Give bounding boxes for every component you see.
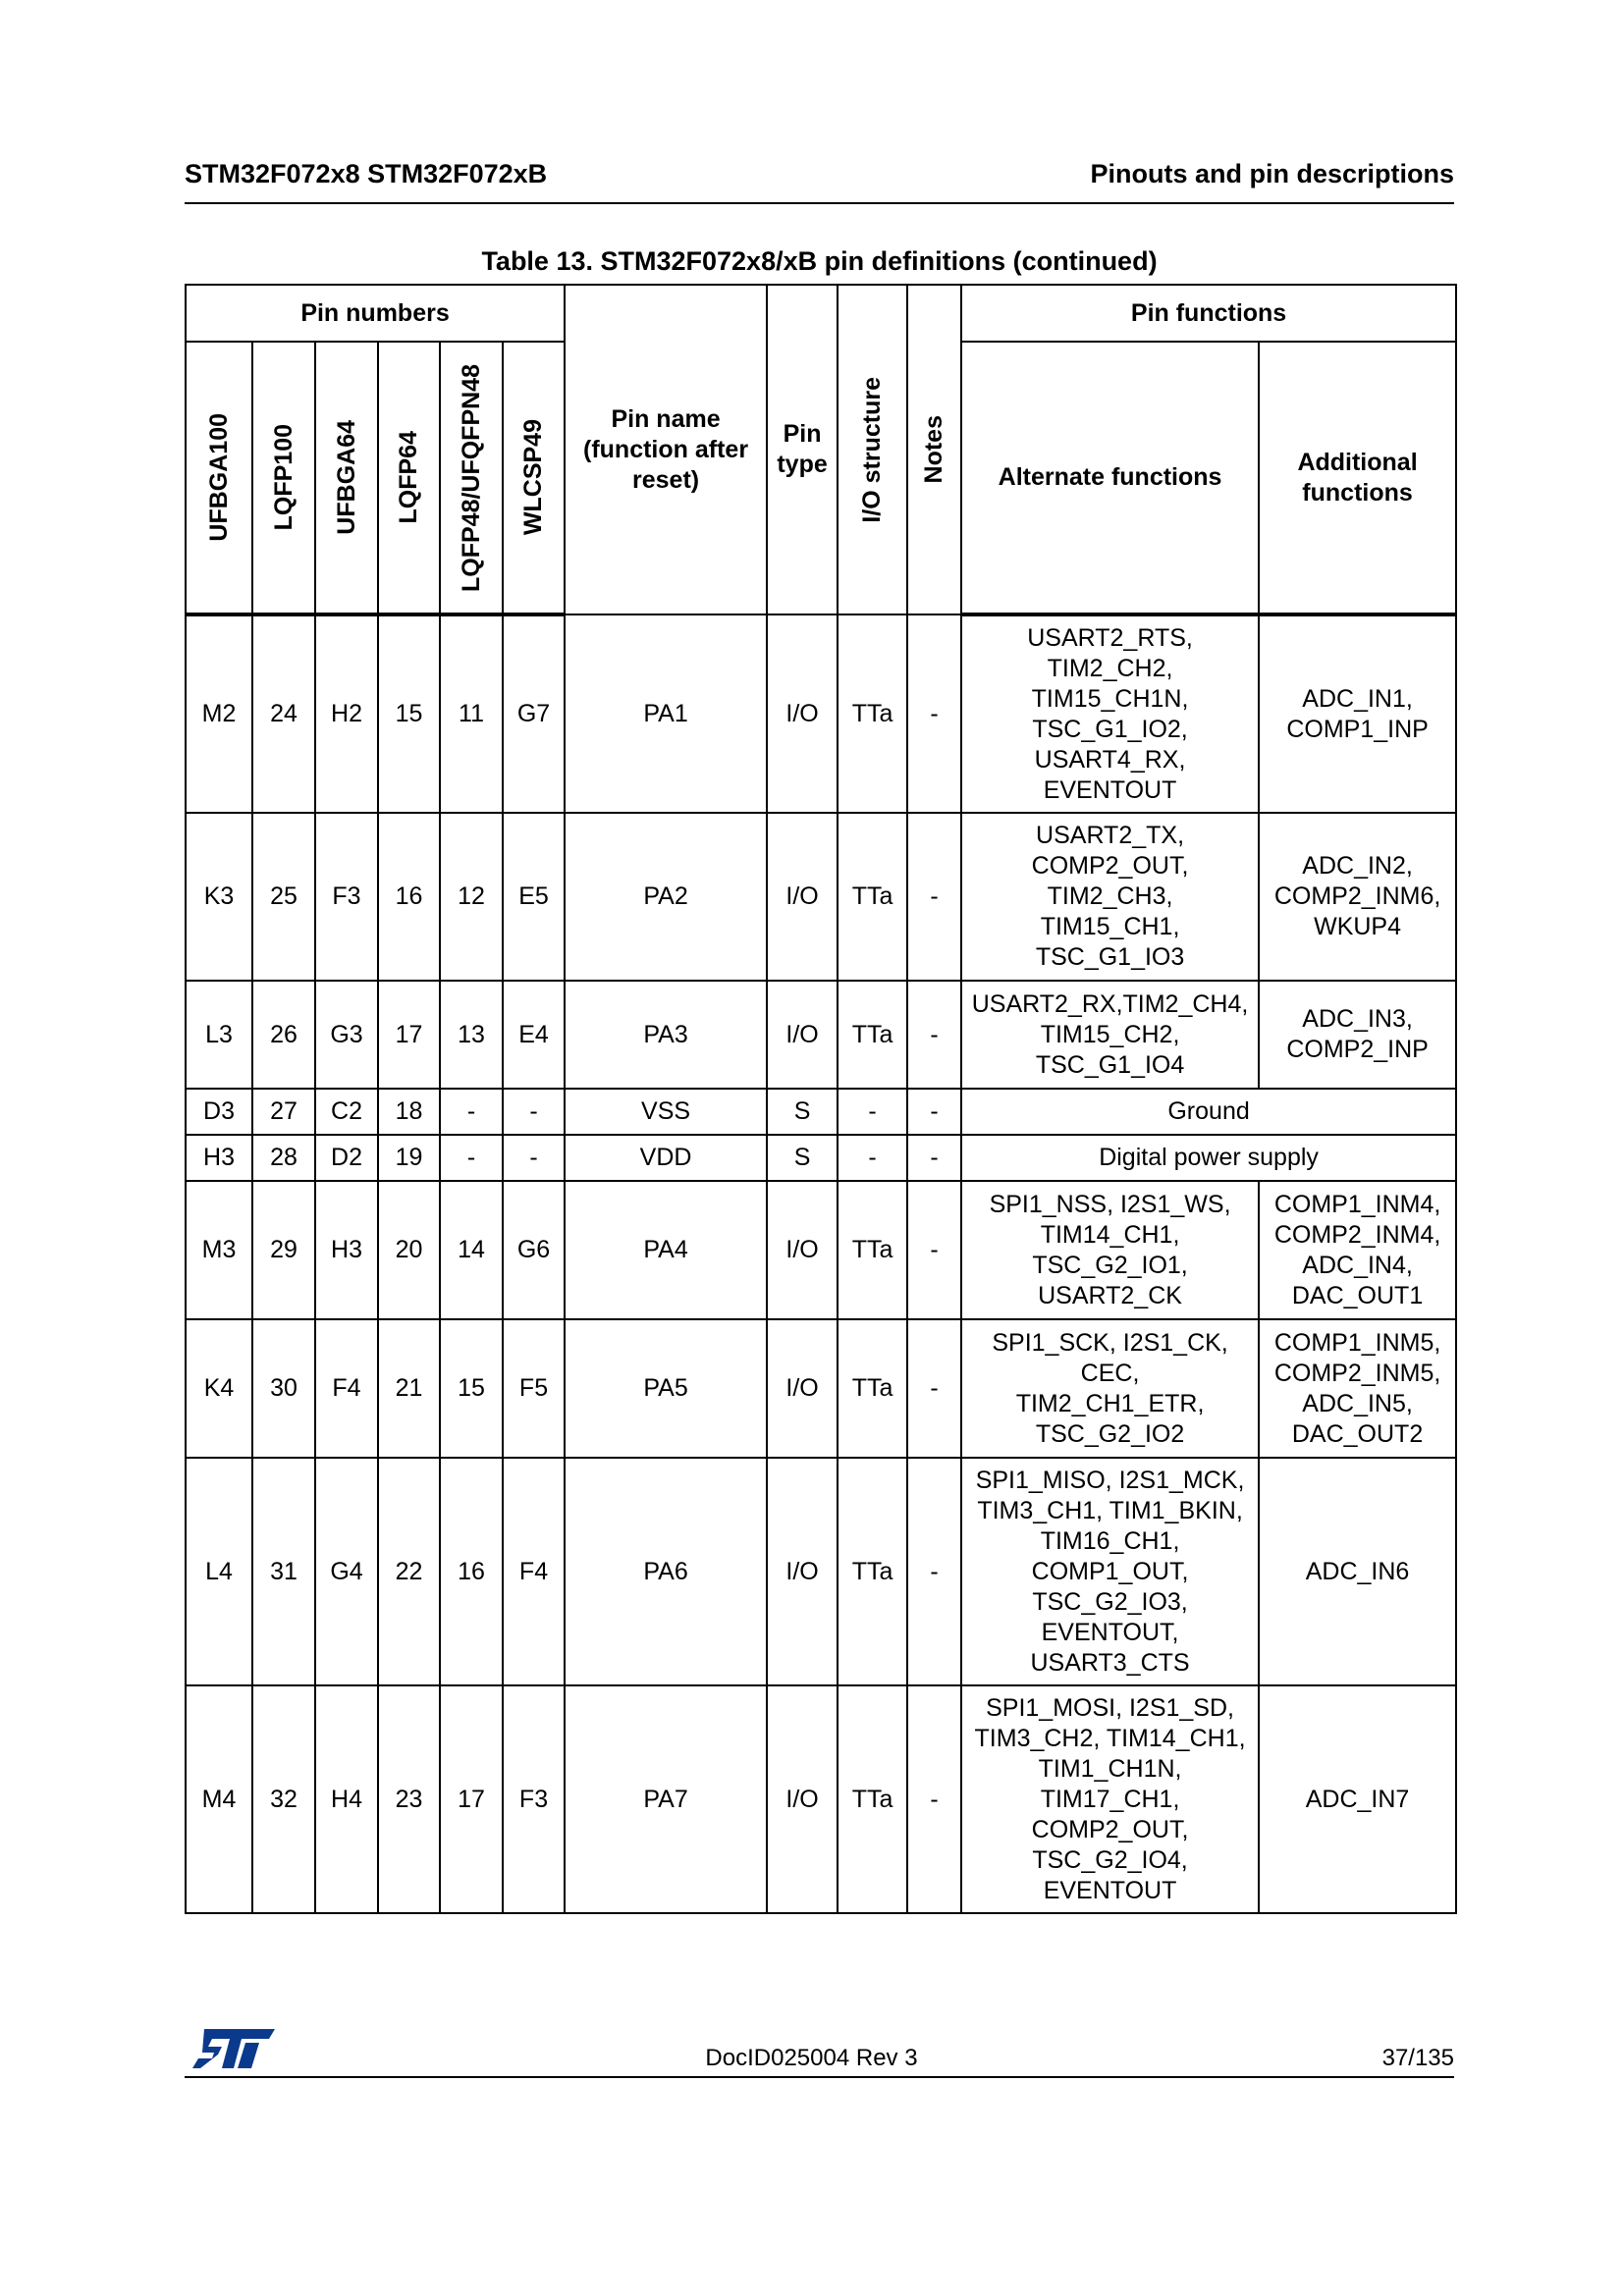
function-line: TIM1_CH1N,	[1038, 1754, 1182, 1783]
pin-name-cell: PA4	[565, 1181, 767, 1319]
pin-name-cell: PA2	[565, 813, 767, 981]
function-line: SPI1_SCK, I2S1_CK,	[992, 1328, 1228, 1357]
alternate-functions-cell	[961, 1458, 1259, 1685]
pin-number-wlcsp49: E5	[503, 813, 565, 981]
pin-numbers-group-header: Pin numbers	[186, 285, 565, 342]
function-line: EVENTOUT,	[1041, 1618, 1179, 1646]
pin-name-cell: VDD	[565, 1135, 767, 1181]
pin-number-lqfp64: 16	[378, 813, 440, 981]
pin-number-lqfp48: 15	[440, 1319, 503, 1458]
function-line: TSC_G1_IO2,	[1032, 715, 1188, 743]
function-line: TSC_G2_IO4,	[1032, 1845, 1188, 1874]
notes-cell: -	[907, 1135, 961, 1181]
running-header-left: STM32F072x8 STM32F072xB	[185, 159, 548, 188]
io-structure-cell: TTa	[838, 1181, 907, 1319]
alternate-functions-cell	[961, 1319, 1259, 1458]
io-structure-cell: TTa	[838, 614, 907, 813]
pin-number-ufbga64: F4	[315, 1319, 378, 1458]
function-line: TSC_G1_IO3	[1035, 943, 1185, 971]
pin-number-lqfp100: 32	[252, 1685, 315, 1913]
pin-number-lqfp48: 13	[440, 981, 503, 1089]
function-line: TIM2_CH2,	[1047, 654, 1173, 682]
pin-rows	[186, 614, 1456, 1913]
pin-number-ufbga64: G4	[315, 1458, 378, 1685]
function-line: COMP1_INM5,	[1273, 1328, 1441, 1357]
notes-cell: -	[907, 1319, 961, 1458]
footer-rule	[185, 2076, 1454, 2078]
additional-functions-cell	[1259, 1685, 1456, 1913]
io-structure-cell: -	[838, 1089, 907, 1135]
pin-number-wlcsp49: G6	[503, 1181, 565, 1319]
notes-cell: -	[907, 1089, 961, 1135]
function-line: COMP2_INM6,	[1273, 882, 1441, 910]
pin-number-ufbga64: F3	[315, 813, 378, 981]
function-line: TIM14_CH1,	[1040, 1220, 1180, 1249]
function-line: TIM15_CH2,	[1040, 1020, 1180, 1048]
additional-functions-cell	[1259, 1458, 1456, 1685]
pin-number-ufbga100: D3	[186, 1089, 252, 1135]
page-number: 37/135	[1381, 2045, 1454, 2071]
pin-number-wlcsp49: E4	[503, 981, 565, 1089]
pin-type-cell: I/O	[767, 1319, 838, 1458]
function-line: USART2_TX,	[1036, 822, 1185, 849]
function-line: SPI1_NSS, I2S1_WS,	[989, 1190, 1231, 1218]
pin-number-lqfp48: 17	[440, 1685, 503, 1913]
function-line: COMP1_INM4,	[1273, 1190, 1441, 1218]
io-structure-cell: TTa	[838, 981, 907, 1089]
package-header-lqfp48: LQFP48/UFQFPN48	[440, 342, 503, 614]
package-header-lqfp100: LQFP100	[252, 342, 315, 614]
package-header-lqfp64: LQFP64	[378, 342, 440, 614]
pin-number-lqfp64: 23	[378, 1685, 440, 1913]
io-structure-cell: TTa	[838, 1685, 907, 1913]
pin-number-lqfp100: 28	[252, 1135, 315, 1181]
alternate-functions-header: Alternate functions	[961, 342, 1259, 614]
notes-header: Notes	[907, 285, 961, 614]
pin-number-lqfp48: -	[440, 1089, 503, 1135]
function-line: WKUP4	[1314, 913, 1401, 940]
pin-type-cell: I/O	[767, 981, 838, 1089]
alternate-functions-cell	[961, 813, 1259, 981]
function-line: TIM2_CH3,	[1047, 882, 1173, 910]
pin-name-cell: PA7	[565, 1685, 767, 1913]
pin-type-cell: I/O	[767, 1685, 838, 1913]
pin-number-ufbga100: M3	[186, 1181, 252, 1319]
pin-number-ufbga100: K3	[186, 813, 252, 981]
pin-number-lqfp100: 31	[252, 1458, 315, 1685]
function-line: ADC_IN7	[1305, 1785, 1410, 1813]
pin-number-ufbga64: C2	[315, 1089, 378, 1135]
table-row	[186, 1135, 1456, 1181]
table-row	[186, 1685, 1456, 1913]
pin-number-lqfp100: 27	[252, 1089, 315, 1135]
function-line: USART2_CK	[1038, 1281, 1182, 1309]
package-header-ufbga64: UFBGA64	[315, 342, 378, 614]
pin-number-ufbga100: L3	[186, 981, 252, 1089]
pin-number-ufbga100: H3	[186, 1135, 252, 1181]
alternate-functions-cell	[961, 614, 1259, 813]
pin-number-lqfp100: 24	[252, 614, 315, 813]
function-line: COMP1_OUT,	[1031, 1557, 1189, 1585]
function-line: TSC_G2_IO3,	[1032, 1587, 1188, 1616]
function-line: COMP2_INM5,	[1273, 1359, 1441, 1387]
table-row	[186, 1089, 1456, 1135]
pin-number-lqfp64: 20	[378, 1181, 440, 1319]
function-line: TSC_G1_IO4	[1035, 1050, 1185, 1079]
pin-number-lqfp64: 22	[378, 1458, 440, 1685]
pin-number-wlcsp49: -	[503, 1135, 565, 1181]
pin-name-cell: PA1	[565, 614, 767, 813]
function-line: COMP2_INM4,	[1273, 1220, 1441, 1249]
notes-cell: -	[907, 1181, 961, 1319]
pin-number-wlcsp49: -	[503, 1089, 565, 1135]
io-structure-cell: -	[838, 1135, 907, 1181]
pin-number-lqfp64: 15	[378, 614, 440, 813]
notes-cell: -	[907, 1458, 961, 1685]
function-line: USART2_RTS,	[1027, 623, 1193, 652]
pin-number-ufbga100: M2	[186, 614, 252, 813]
function-line: DAC_OUT1	[1291, 1281, 1424, 1309]
additional-functions-header: Additional functions	[1259, 342, 1456, 614]
additional-functions-cell	[1259, 813, 1456, 981]
io-structure-cell: TTa	[838, 813, 907, 981]
function-line: USART4_RX,	[1034, 745, 1186, 774]
pin-number-ufbga100: L4	[186, 1458, 252, 1685]
function-line: TSC_G2_IO1,	[1032, 1251, 1188, 1279]
table-row	[186, 1319, 1456, 1458]
function-line: EVENTOUT	[1043, 1876, 1177, 1904]
function-line: ADC_IN4,	[1302, 1251, 1413, 1279]
header-rule	[185, 202, 1454, 204]
function-line: COMP2_OUT,	[1031, 1815, 1189, 1843]
pin-number-lqfp48: -	[440, 1135, 503, 1181]
notes-cell: -	[907, 813, 961, 981]
notes-cell: -	[907, 1685, 961, 1913]
function-line: TIM17_CH1,	[1040, 1785, 1180, 1813]
alternate-functions-cell	[961, 981, 1259, 1089]
pin-type-cell: I/O	[767, 614, 838, 813]
pin-function-cell: Ground	[961, 1089, 1456, 1135]
package-header-ufbga100: UFBGA100	[186, 342, 252, 614]
additional-functions-cell	[1259, 981, 1456, 1089]
function-line: TIM3_CH2, TIM14_CH1,	[974, 1724, 1246, 1752]
function-line: EVENTOUT	[1043, 775, 1177, 804]
io-structure-cell: TTa	[838, 1319, 907, 1458]
table-row	[186, 1181, 1456, 1319]
pin-name-cell: PA3	[565, 981, 767, 1089]
pin-number-wlcsp49: F4	[503, 1458, 565, 1685]
function-line: TIM2_CH1_ETR,	[1015, 1389, 1205, 1417]
pin-number-ufbga100: M4	[186, 1685, 252, 1913]
pin-number-ufbga64: H3	[315, 1181, 378, 1319]
pin-number-lqfp48: 11	[440, 614, 503, 813]
additional-functions-cell	[1259, 1319, 1456, 1458]
pin-number-lqfp100: 25	[252, 813, 315, 981]
notes-cell: -	[907, 614, 961, 813]
function-line: TIM15_CH1,	[1040, 913, 1180, 940]
pin-definitions-table	[185, 284, 1457, 1914]
pin-number-wlcsp49: F5	[503, 1319, 565, 1458]
function-line: SPI1_MISO, I2S1_MCK,	[975, 1466, 1245, 1494]
function-line: SPI1_MOSI, I2S1_SD,	[986, 1693, 1234, 1722]
table-row	[186, 614, 1456, 813]
function-line: ADC_IN3,	[1302, 1005, 1413, 1033]
pin-number-lqfp64: 17	[378, 981, 440, 1089]
pin-number-lqfp48: 14	[440, 1181, 503, 1319]
pin-name-cell: PA5	[565, 1319, 767, 1458]
pin-type-cell: I/O	[767, 1458, 838, 1685]
pin-number-ufbga64: H4	[315, 1685, 378, 1913]
package-header-wlcsp49: WLCSP49	[503, 342, 565, 614]
pin-number-lqfp64: 19	[378, 1135, 440, 1181]
table-row	[186, 813, 1456, 981]
pin-name-header: Pin name (function after reset)	[565, 285, 767, 614]
alternate-functions-cell	[961, 1181, 1259, 1319]
pin-number-wlcsp49: G7	[503, 614, 565, 813]
table-row	[186, 1458, 1456, 1685]
function-line: ADC_IN5,	[1302, 1389, 1413, 1417]
pin-number-ufbga64: D2	[315, 1135, 378, 1181]
pin-type-header: Pin type	[767, 285, 838, 614]
pin-number-lqfp64: 21	[378, 1319, 440, 1458]
pin-number-lqfp48: 12	[440, 813, 503, 981]
pin-name-cell: PA6	[565, 1458, 767, 1685]
function-line: USART3_CTS	[1030, 1648, 1190, 1677]
function-line: DAC_OUT2	[1291, 1419, 1424, 1448]
function-line: ADC_IN6	[1305, 1557, 1410, 1585]
function-line: USART2_RX,TIM2_CH4,	[971, 989, 1249, 1018]
doc-id: DocID025004 Rev 3	[705, 2045, 918, 2071]
pin-number-ufbga100: K4	[186, 1319, 252, 1458]
function-line: COMP2_OUT,	[1031, 852, 1189, 880]
pin-number-wlcsp49: F3	[503, 1685, 565, 1913]
function-line: TSC_G2_IO2	[1035, 1419, 1185, 1448]
running-header-right: Pinouts and pin descriptions	[1090, 159, 1454, 188]
pin-number-lqfp100: 26	[252, 981, 315, 1089]
function-line: COMP2_INP	[1286, 1036, 1429, 1063]
function-line: CEC,	[1080, 1359, 1140, 1387]
pin-functions-group-header: Pin functions	[961, 285, 1456, 342]
pin-number-ufbga64: G3	[315, 981, 378, 1089]
io-structure-cell: TTa	[838, 1458, 907, 1685]
function-line: ADC_IN2,	[1302, 852, 1413, 880]
additional-functions-cell	[1259, 614, 1456, 813]
table-row	[186, 981, 1456, 1089]
pin-number-ufbga64: H2	[315, 614, 378, 813]
pin-type-cell: I/O	[767, 813, 838, 981]
function-line: ADC_IN1,	[1302, 684, 1413, 713]
function-line: TIM15_CH1N,	[1031, 684, 1189, 713]
additional-functions-cell	[1259, 1181, 1456, 1319]
pin-name-cell: VSS	[565, 1089, 767, 1135]
function-line: TIM16_CH1,	[1040, 1526, 1180, 1555]
function-line: TIM3_CH1, TIM1_BKIN,	[977, 1496, 1243, 1524]
pin-type-cell: S	[767, 1135, 838, 1181]
pin-type-cell: I/O	[767, 1181, 838, 1319]
pin-number-lqfp100: 29	[252, 1181, 315, 1319]
pin-number-lqfp48: 16	[440, 1458, 503, 1685]
pin-number-lqfp64: 18	[378, 1089, 440, 1135]
notes-cell: -	[907, 981, 961, 1089]
function-line: COMP1_INP	[1286, 715, 1429, 743]
pin-type-cell: S	[767, 1089, 838, 1135]
io-structure-header: I/O structure	[838, 285, 907, 614]
pin-number-lqfp100: 30	[252, 1319, 315, 1458]
alternate-functions-cell	[961, 1685, 1259, 1913]
table-caption: Table 13. STM32F072x8/xB pin definitions (continued)	[481, 246, 1158, 276]
pin-function-cell: Digital power supply	[961, 1135, 1456, 1181]
